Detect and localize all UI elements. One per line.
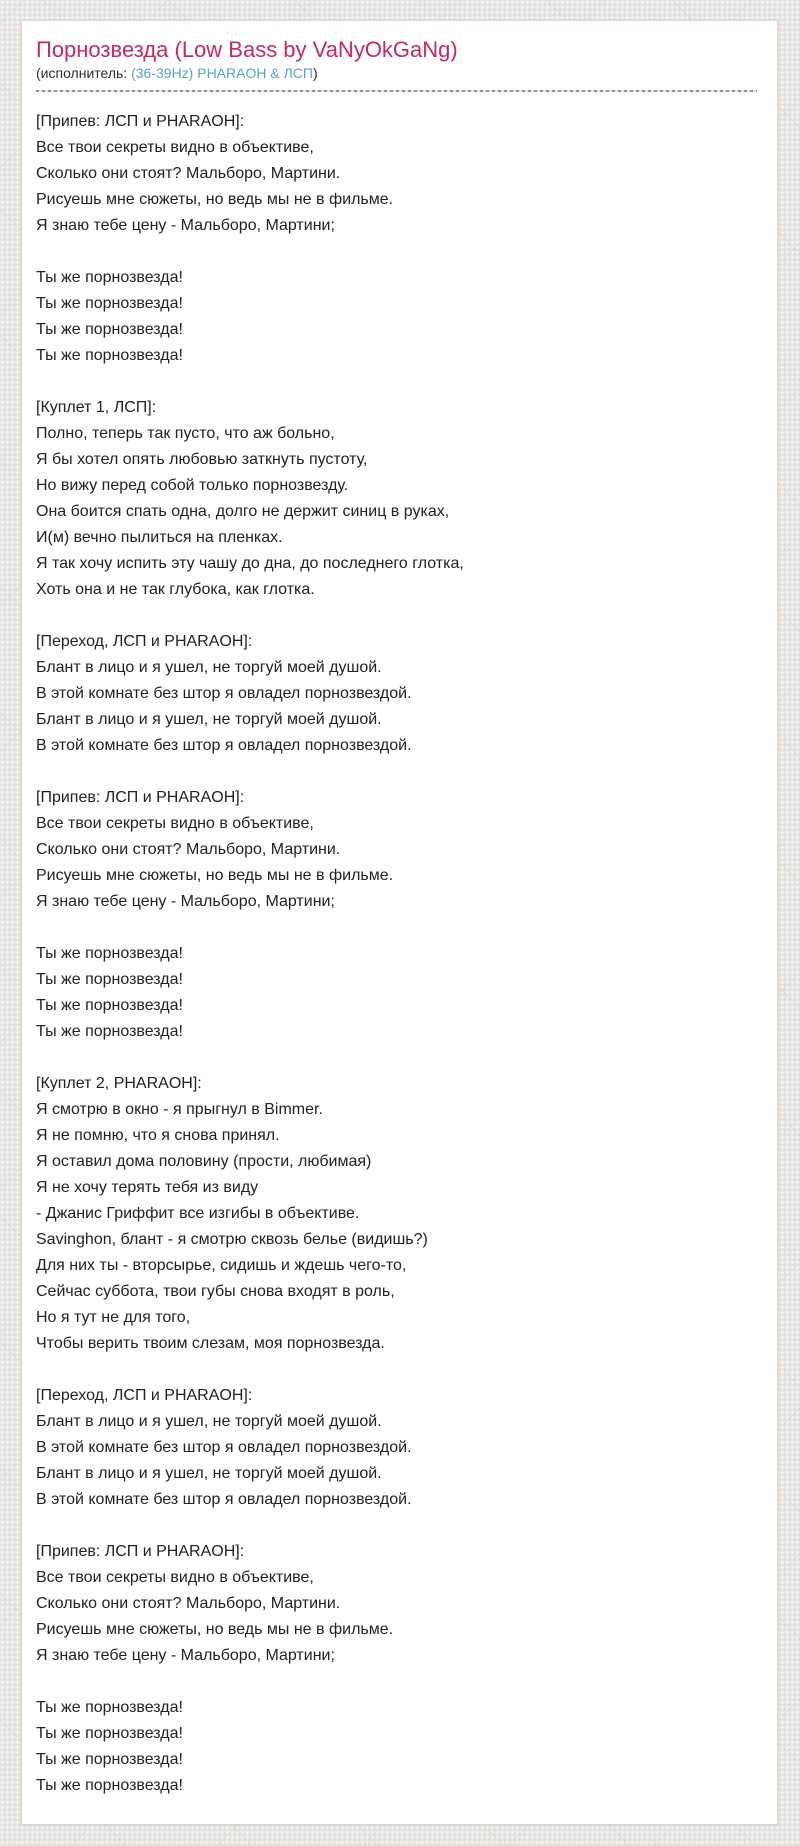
lyric-line: Я знаю тебе цену - Мальборо, Мартини; xyxy=(36,1647,335,1664)
lyric-line: В этой комнате без штор я овладел порнозвездой. xyxy=(36,685,412,702)
lyric-line: Сколько они стоят? Мальборо, Мартини. xyxy=(36,841,341,858)
lyric-line: Я не хочу терять тебя из виду xyxy=(36,1179,259,1196)
lyric-line: Я так хочу испить эту чашу до дна, до последнего глотка, xyxy=(36,555,464,572)
lyric-line: Она боится спать одна, долго не держит синиц в руках, xyxy=(36,503,450,520)
lyrics-stanza xyxy=(36,265,757,369)
lyric-line: Savinghon, блант - я смотрю сквозь белье (видишь?) xyxy=(36,1231,428,1248)
lyric-line: [Куплет 2, PHARAOH]: xyxy=(36,1075,202,1092)
lyric-line: Я знаю тебе цену - Мальборо, Мартини; xyxy=(36,217,335,234)
lyric-line: Я смотрю в окно - я прыгнул в Bimmer. xyxy=(36,1101,323,1118)
lyric-line: Ты же порнозвезда! xyxy=(36,1777,183,1794)
lyric-line: Хоть она и не так глубока, как глотка. xyxy=(36,581,315,598)
lyric-line: Но я тут не для того, xyxy=(36,1309,191,1326)
lyrics-stanza xyxy=(36,395,757,603)
lyric-line: Ты же порнозвезда! xyxy=(36,269,183,286)
lyrics xyxy=(36,109,757,1799)
lyric-line: - Джанис Гриффит все изгибы в объективе. xyxy=(36,1205,360,1222)
lyric-line: Для них ты - вторсырье, сидишь и ждешь чего-то, xyxy=(36,1257,407,1274)
lyric-line: Полно, теперь так пусто, что аж больно, xyxy=(36,425,335,442)
lyric-line: [Припев: ЛСП и PHARAOH]: xyxy=(36,789,245,806)
lyric-line: В этой комнате без штор я овладел порнозвездой. xyxy=(36,1491,412,1508)
lyric-line: [Переход, ЛСП и PHARAOH]: xyxy=(36,633,253,650)
lyric-line: [Припев: ЛСП и PHARAOH]: xyxy=(36,1543,245,1560)
lyric-line: Блант в лицо и я ушел, не торгуй моей душой. xyxy=(36,1413,382,1430)
lyric-line: Рисуешь мне сюжеты, но ведь мы не в фильме. xyxy=(36,191,394,208)
lyric-line: Ты же порнозвезда! xyxy=(36,971,183,988)
lyric-line: Все твои секреты видно в объективе, xyxy=(36,139,314,156)
song-title: Порнозвезда (Low Bass by VaNyOkGaNg) xyxy=(36,37,458,62)
lyric-line: Сколько они стоят? Мальборо, Мартини. xyxy=(36,165,341,182)
lyric-line: В этой комнате без штор я овладел порнозвездой. xyxy=(36,1439,412,1456)
lyric-line: Рисуешь мне сюжеты, но ведь мы не в фильме. xyxy=(36,867,394,884)
artist-line-prefix: (исполнитель: xyxy=(36,65,132,81)
lyrics-stanza xyxy=(36,941,757,1045)
lyric-line: Ты же порнозвезда! xyxy=(36,1699,183,1716)
lyric-line: Все твои секреты видно в объективе, xyxy=(36,815,314,832)
lyric-line: В этой комнате без штор я овладел порнозвездой. xyxy=(36,737,412,754)
lyrics-stanza xyxy=(36,1071,757,1357)
lyrics-stanza xyxy=(36,785,757,915)
dotted-separator xyxy=(36,90,757,92)
artist-link[interactable]: (36-39Hz) PHARAOH & ЛСП xyxy=(131,65,313,81)
lyric-line: Ты же порнозвезда! xyxy=(36,321,183,338)
lyric-line: Блант в лицо и я ушел, не торгуй моей душой. xyxy=(36,1465,382,1482)
lyric-line: Блант в лицо и я ушел, не торгуй моей душой. xyxy=(36,659,382,676)
lyrics-stanza xyxy=(36,629,757,759)
lyric-line: Ты же порнозвезда! xyxy=(36,997,183,1014)
lyric-line: Я знаю тебе цену - Мальборо, Мартини; xyxy=(36,893,335,910)
lyric-line: [Припев: ЛСП и PHARAOH]: xyxy=(36,113,245,130)
lyric-line: [Переход, ЛСП и PHARAOH]: xyxy=(36,1387,253,1404)
artist-line-suffix: ) xyxy=(312,65,318,81)
lyric-line: [Куплет 1, ЛСП]: xyxy=(36,399,157,416)
lyric-line: Блант в лицо и я ушел, не торгуй моей душой. xyxy=(36,711,382,728)
lyrics-card xyxy=(21,20,778,1825)
lyric-line: Чтобы верить твоим слезам, моя порнозвезда. xyxy=(36,1335,385,1352)
lyrics-stanza xyxy=(36,109,757,239)
lyric-line: Все твои секреты видно в объективе, xyxy=(36,1569,314,1586)
lyric-line: Ты же порнозвезда! xyxy=(36,295,183,312)
lyric-line: Но вижу перед собой только порнозвезду. xyxy=(36,477,349,494)
lyrics-stanza xyxy=(36,1539,757,1669)
lyric-line: Сколько они стоят? Мальборо, Мартини. xyxy=(36,1595,341,1612)
lyric-line: Ты же порнозвезда! xyxy=(36,1725,183,1742)
lyric-line: Ты же порнозвезда! xyxy=(36,347,183,364)
lyric-line: Ты же порнозвезда! xyxy=(36,945,183,962)
lyric-line: Сейчас суббота, твои губы снова входят в роль, xyxy=(36,1283,395,1300)
lyrics-stanza xyxy=(36,1383,757,1513)
lyric-line: Я не помню, что я снова принял. xyxy=(36,1127,280,1144)
lyric-line: Ты же порнозвезда! xyxy=(36,1751,183,1768)
artist-line xyxy=(36,64,757,90)
lyrics-stanza xyxy=(36,1695,757,1799)
lyric-line: И(м) вечно пылиться на пленках. xyxy=(36,529,283,546)
lyric-line: Я оставил дома половину (прости, любимая) xyxy=(36,1153,372,1170)
lyric-line: Ты же порнозвезда! xyxy=(36,1023,183,1040)
lyric-line: Я бы хотел опять любовью заткнуть пустоту, xyxy=(36,451,368,468)
lyric-line: Рисуешь мне сюжеты, но ведь мы не в фильме. xyxy=(36,1621,394,1638)
